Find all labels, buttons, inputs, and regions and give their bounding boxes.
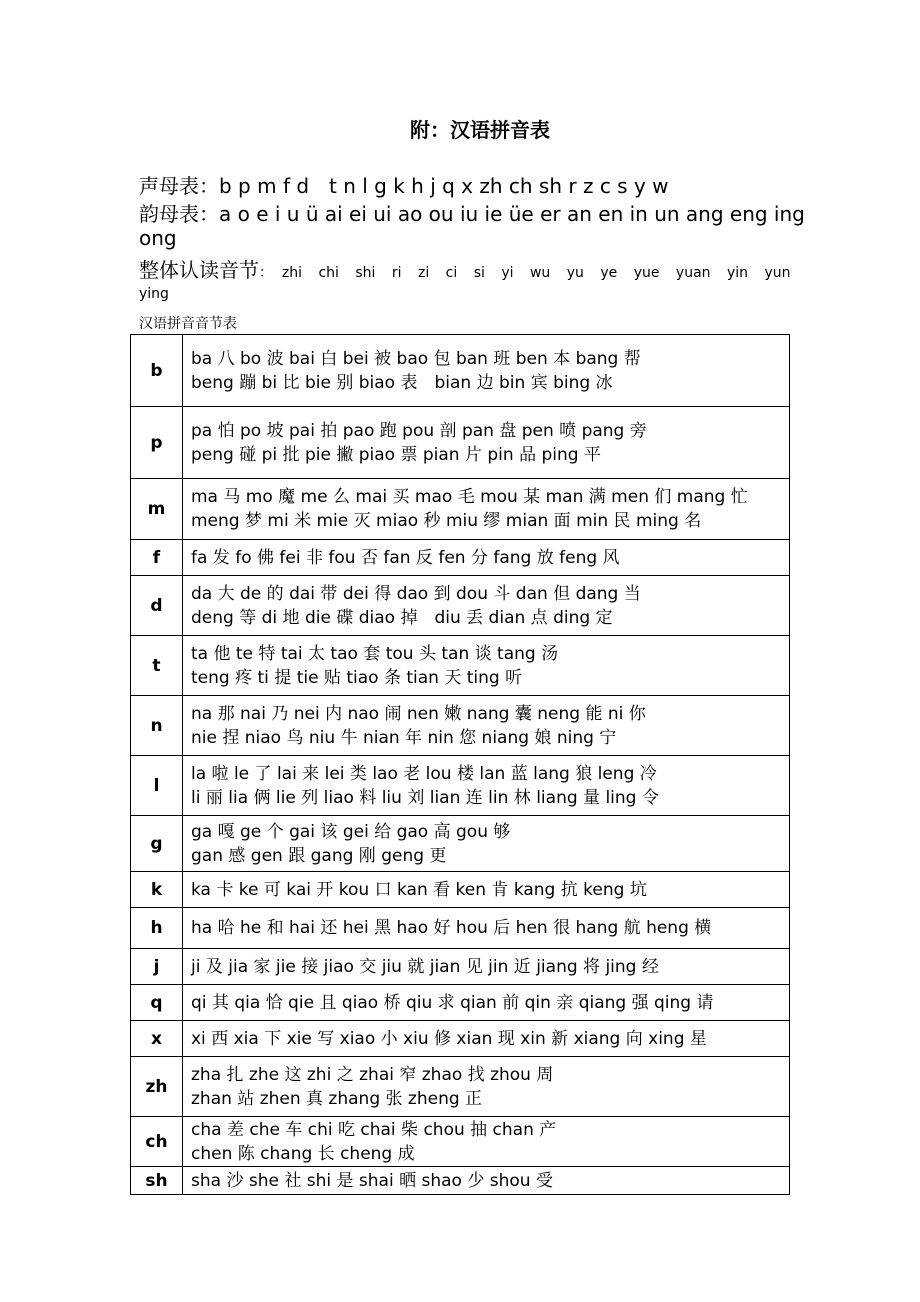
initial-cell: ch <box>131 1117 183 1167</box>
table-row <box>131 479 790 540</box>
table-row <box>131 576 790 636</box>
syllables-cell <box>183 576 790 636</box>
syllable-line: beng 蹦 bi 比 bie 别 biao 表 bian 边 bin 宾 bing 冰 <box>191 372 613 393</box>
syllable-line: chen 陈 chang 长 cheng 成 <box>191 1143 415 1164</box>
syllable-line: gan 感 gen 跟 gang 刚 geng 更 <box>191 845 447 866</box>
syllable-line: ma 马 mo 魔 me 么 mai 买 mao 毛 mou 某 man 满 men 们 mang 忙 <box>191 487 748 507</box>
syllables-cell <box>183 985 790 1021</box>
syllables-cell <box>183 949 790 985</box>
initial-cell: zh <box>131 1057 183 1117</box>
syllables-cell <box>183 540 790 576</box>
syllable-line: meng 梦 mi 米 mie 灭 miao 秒 miu 缪 mian 面 min 民 ming 名 <box>191 511 702 531</box>
syllables-cell <box>183 696 790 756</box>
syllables-cell <box>183 908 790 949</box>
table-row <box>131 1117 790 1167</box>
syllable-line: da 大 de 的 dai 带 dei 得 dao 到 dou 斗 dan 但 dang 当 <box>191 583 641 604</box>
table-row <box>131 985 790 1021</box>
initial-cell: d <box>131 576 183 636</box>
syllables-cell <box>183 407 790 479</box>
syllables-cell <box>183 756 790 816</box>
syllables-cell <box>183 479 790 540</box>
initial-cell: b <box>131 335 183 407</box>
finals-line <box>139 198 805 227</box>
table-row <box>131 696 790 756</box>
syllable-line: sha 沙 she 社 shi 是 shai 晒 shao 少 shou 受 <box>191 1170 553 1191</box>
page-title: 附：汉语拼音表 <box>410 118 550 142</box>
syllable-line: ta 他 te 特 tai 太 tao 套 tou 头 tan 谈 tang 汤 <box>191 643 559 664</box>
syllable-line: ka 卡 ke 可 kai 开 kou 口 kan 看 ken 肯 kang 抗 keng 坑 <box>191 879 647 900</box>
syllable-line: ga 嘎 ge 个 gai 该 gei 给 gao 高 gou 够 <box>191 821 511 842</box>
syllables-cell <box>183 335 790 407</box>
syllables-cell <box>183 636 790 696</box>
syllables-cell <box>183 1057 790 1117</box>
table-row <box>131 407 790 479</box>
finals-label: 韵母表： <box>139 202 219 226</box>
initials-label: 声母表： <box>139 174 219 198</box>
initial-cell: h <box>131 908 183 949</box>
initials-line <box>139 170 669 199</box>
finals-list-continued: ong <box>139 226 177 250</box>
table-row <box>131 540 790 576</box>
initial-cell: x <box>131 1021 183 1057</box>
table-row <box>131 872 790 908</box>
initial-cell: m <box>131 479 183 540</box>
syllable-line: ba 八 bo 波 bai 白 bei 被 bao 包 ban 班 ben 本 bang 帮 <box>191 348 641 369</box>
table-caption: 汉语拼音音节表 <box>139 316 237 332</box>
syllable-line: qi 其 qia 恰 qie 且 qiao 桥 qiu 求 qian 前 qin 亲 qiang 强 qing 请 <box>191 992 714 1013</box>
syllables-cell <box>183 816 790 872</box>
syllable-table <box>130 334 790 1195</box>
table-row <box>131 335 790 407</box>
syllables-cell <box>183 1021 790 1057</box>
initial-cell: k <box>131 872 183 908</box>
initial-cell: t <box>131 636 183 696</box>
table-row <box>131 636 790 696</box>
whole-syllables-continued: ying <box>139 286 169 302</box>
syllable-line: nie 捏 niao 鸟 niu 牛 nian 年 nin 您 niang 娘 ning 宁 <box>191 727 617 748</box>
syllable-line: li 丽 lia 俩 lie 列 liao 料 liu 刘 lian 连 lin 林 liang 量 ling 令 <box>191 787 659 808</box>
initial-cell: sh <box>131 1167 183 1195</box>
syllable-line: deng 等 di 地 die 碟 diao 掉 diu 丢 dian 点 ding 定 <box>191 607 613 628</box>
table-row <box>131 908 790 949</box>
syllable-line: zha 扎 zhe 这 zhi 之 zhai 窄 zhao 找 zhou 周 <box>191 1064 554 1085</box>
syllable-line: pa 怕 po 坡 pai 拍 pao 跑 pou 剖 pan 盘 pen 喷 pang 旁 <box>191 420 647 441</box>
table-row <box>131 949 790 985</box>
table-row <box>131 816 790 872</box>
initial-cell: n <box>131 696 183 756</box>
syllable-line: na 那 nai 乃 nei 内 nao 闹 nen 嫩 nang 囊 neng 能 ni 你 <box>191 703 646 724</box>
initial-cell: p <box>131 407 183 479</box>
whole-syllables-colon: ： <box>259 265 273 281</box>
table-row <box>131 1167 790 1195</box>
syllable-line: ha 哈 he 和 hai 还 hei 黑 hao 好 hou 后 hen 很 hang 航 heng 横 <box>191 918 712 938</box>
whole-syllables-line <box>139 254 815 283</box>
initial-cell: q <box>131 985 183 1021</box>
initials-list: b p m f d t n l g k h j q x zh ch sh r z c s y w <box>219 174 669 198</box>
syllable-line: xi 西 xia 下 xie 写 xiao 小 xiu 修 xian 现 xin 新 xiang 向 xing 星 <box>191 1028 707 1049</box>
initial-cell: j <box>131 949 183 985</box>
syllables-cell <box>183 1167 790 1195</box>
syllables-cell <box>183 1117 790 1167</box>
whole-syllables-label: 整体认读音节 <box>139 258 259 282</box>
syllable-line: la 啦 le 了 lai 来 lei 类 lao 老 lou 楼 lan 蓝 lang 狼 leng 冷 <box>191 763 657 784</box>
syllables-cell <box>183 872 790 908</box>
table-row <box>131 1021 790 1057</box>
table-row <box>131 1057 790 1117</box>
initial-cell: f <box>131 540 183 576</box>
table-row <box>131 756 790 816</box>
syllable-line: teng 疼 ti 提 tie 贴 tiao 条 tian 天 ting 听 <box>191 667 523 688</box>
syllable-line: cha 差 che 车 chi 吃 chai 柴 chou 抽 chan 产 <box>191 1119 557 1140</box>
syllable-line: fa 发 fo 佛 fei 非 fou 否 fan 反 fen 分 fang 放 feng 风 <box>191 547 620 568</box>
syllable-line: ji 及 jia 家 jie 接 jiao 交 jiu 就 jian 见 jin 近 jiang 将 jing 经 <box>191 956 659 977</box>
whole-syllables-list: zhi chi shi ri zi ci si yi wu yu ye yue yuan yin yun <box>281 265 791 281</box>
syllable-line: peng 碰 pi 批 pie 撇 piao 票 pian 片 pin 品 ping 平 <box>191 444 601 465</box>
finals-list: a o e i u ü ai ei ui ao ou iu ie üe er an en in un ang eng ing <box>219 202 805 226</box>
initial-cell: g <box>131 816 183 872</box>
syllable-line: zhan 站 zhen 真 zhang 张 zheng 正 <box>191 1088 483 1109</box>
initial-cell: l <box>131 756 183 816</box>
